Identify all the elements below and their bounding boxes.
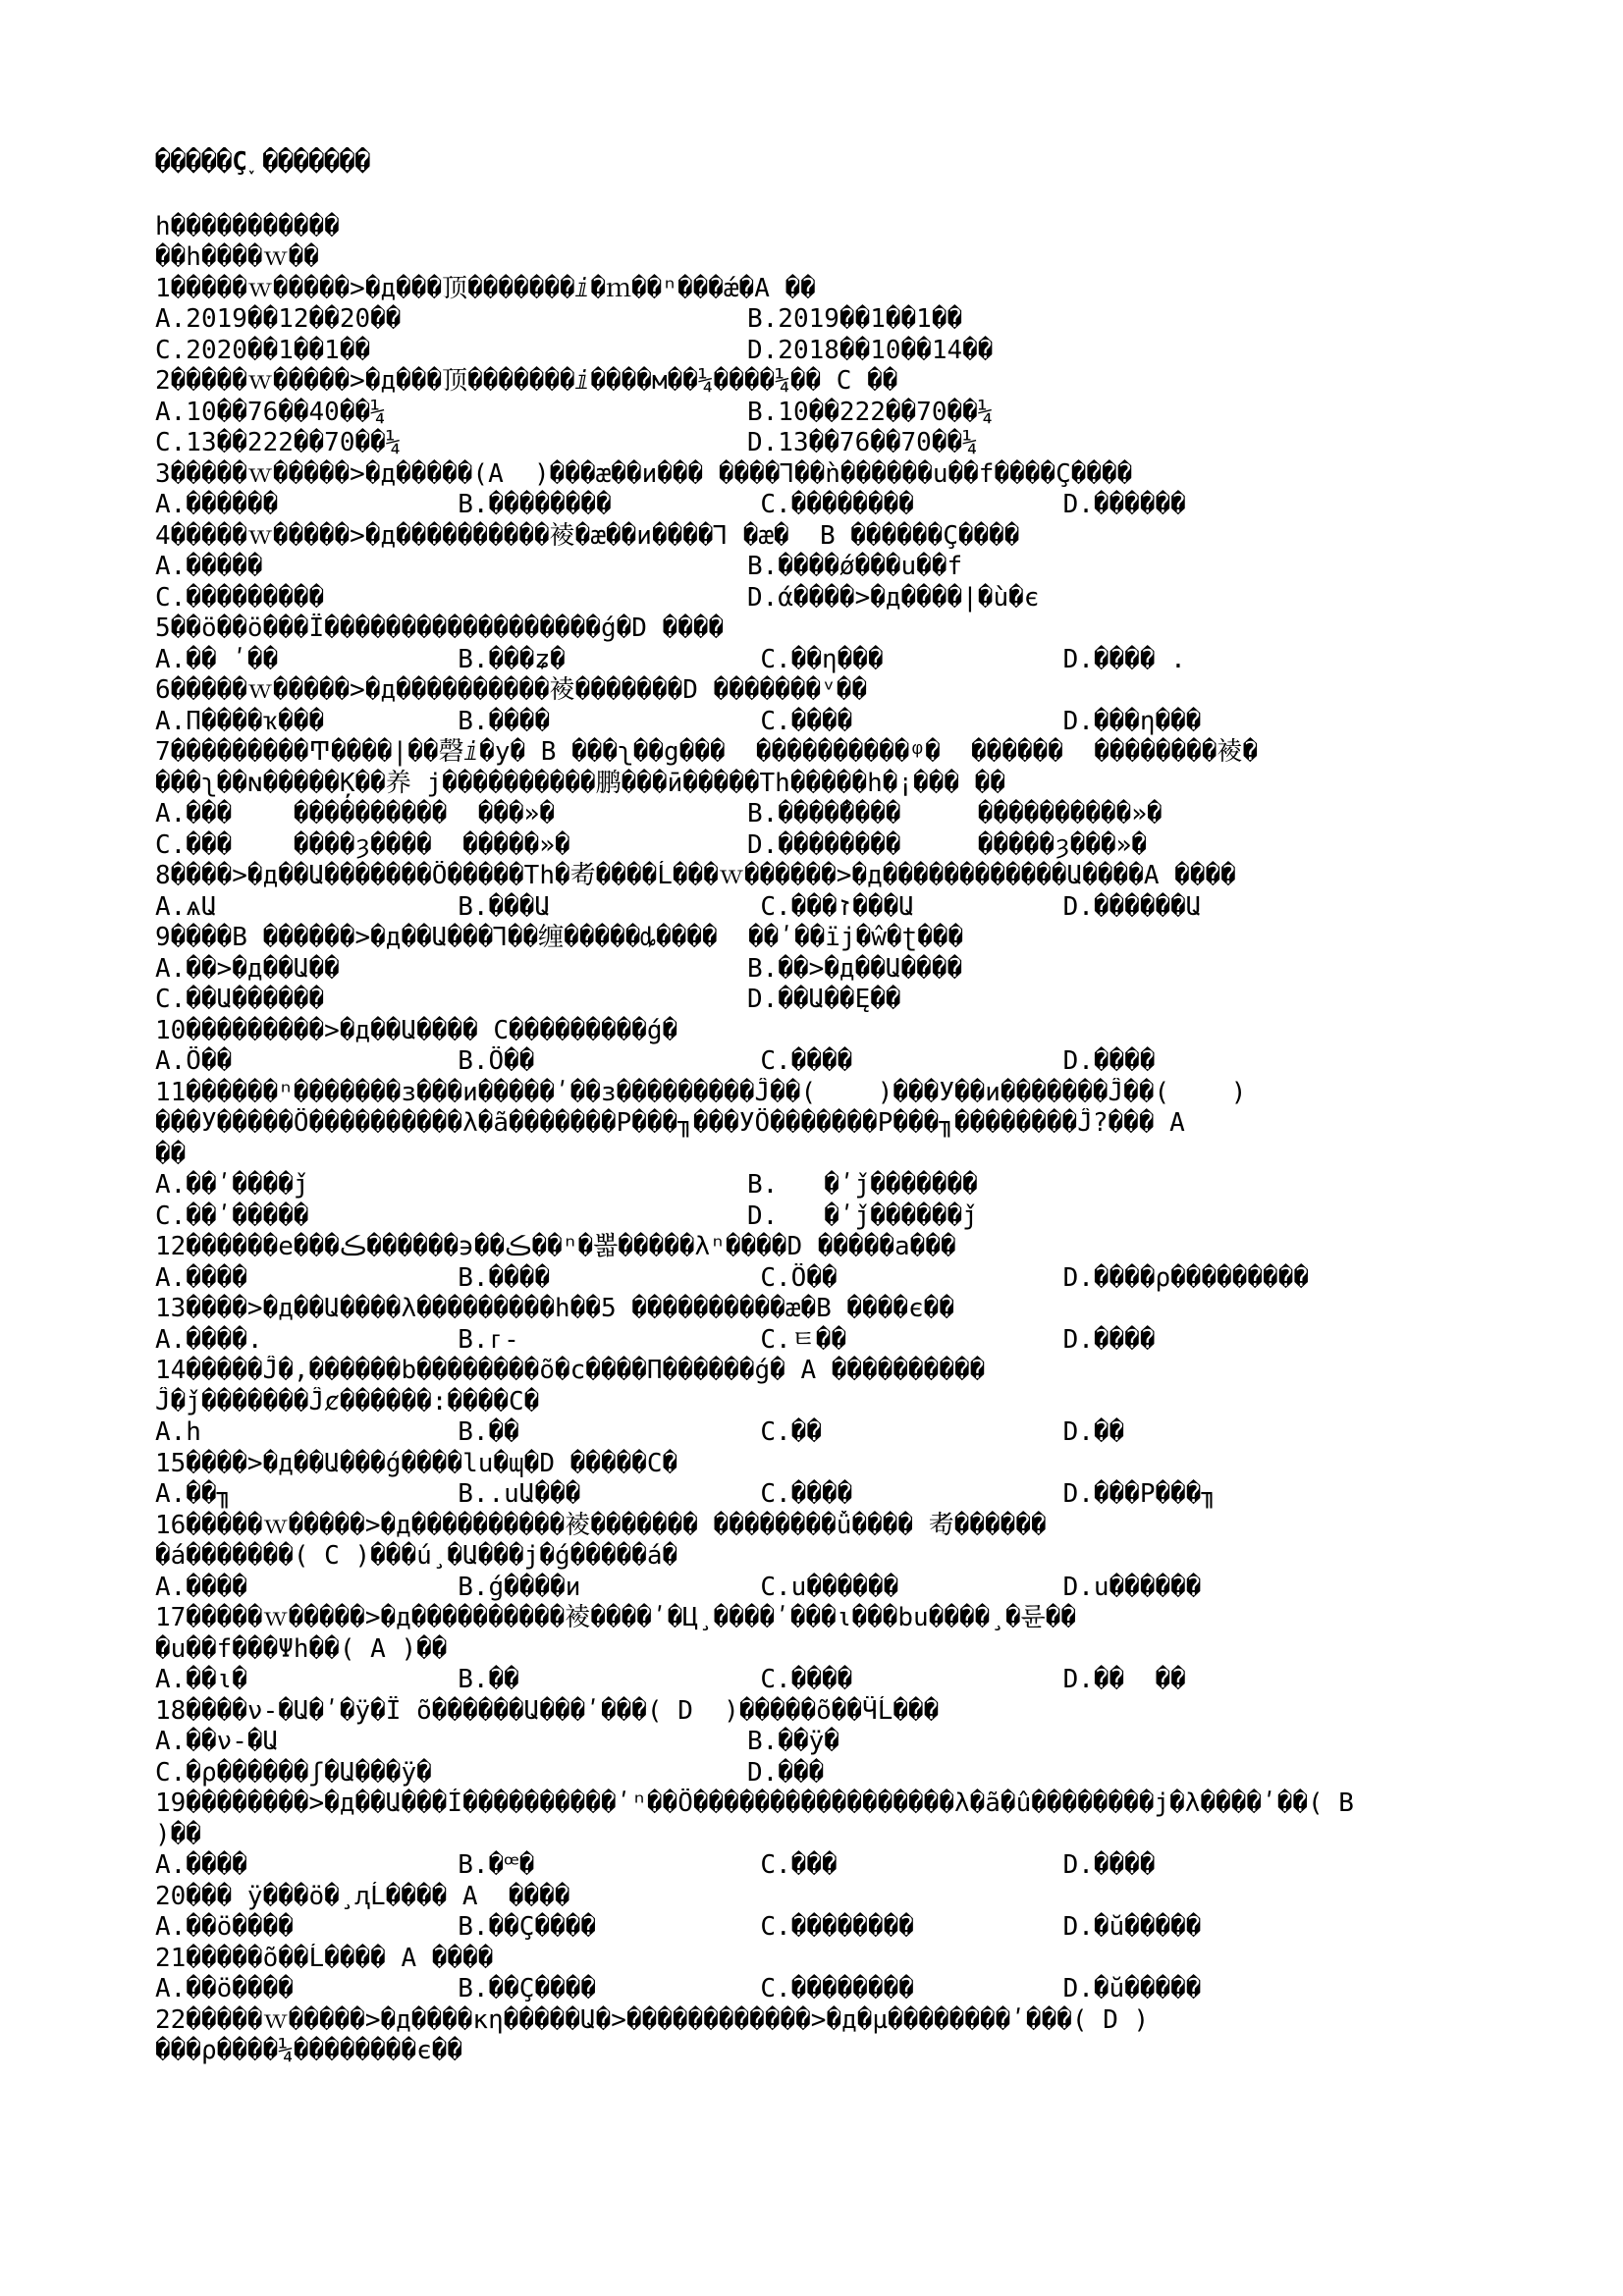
answer-option: B.����ǿ���u��f — [747, 552, 963, 581]
question-item — [155, 1603, 1471, 1696]
options-row — [155, 398, 1471, 429]
answer-option: B.��ÿ� — [747, 1727, 839, 1756]
answer-option: D.13��76��70��¼ — [747, 428, 978, 457]
question-item — [155, 1944, 1471, 2005]
answer-option: C.�� — [760, 1417, 822, 1447]
answer-option: C.���� — [760, 1479, 853, 1509]
answer-option: C.��Ա������ — [155, 985, 325, 1014]
answer-option: B.ᴦ- — [458, 1324, 519, 1355]
question-item — [155, 861, 1471, 923]
answer-option: D.���� . — [1062, 644, 1186, 674]
answer-option: B.��Ç���� — [458, 1912, 597, 1942]
options-row — [155, 1046, 1471, 1078]
answer-option: A.��ö���� — [155, 1912, 294, 1942]
question-text: 1�����ｗ�����>�д���顶�������ⅈ�ｍ��ⁿ���ǽ�A �� — [155, 273, 816, 303]
answer-option: C.���ז���Ա — [760, 891, 914, 922]
options-row — [155, 1912, 1471, 1944]
answer-option: B.���� — [458, 1262, 551, 1293]
question-text: 9����B ������>�д��Ա���Ꞁ��缠�����ȡ���� ��ʹ��ïj�ŵ�ʈ��� — [155, 923, 964, 952]
answer-option: C.���� — [760, 706, 853, 736]
answer-option: C.��ʹ����� — [155, 1201, 309, 1231]
answer-option: D.����ρ��������� — [1062, 1262, 1310, 1293]
answer-option: D.ά����>�д����|�ù�є — [747, 582, 1040, 613]
answer-option: A.������ — [155, 490, 279, 519]
answer-option: C.2020��1��1�� — [155, 335, 371, 365]
question-item — [155, 521, 1471, 614]
question-text: 21�����õ��Ĺ���� A ���� — [155, 1943, 494, 1973]
answer-option: A.10��76��40��¼ — [155, 397, 386, 427]
options-row — [155, 1479, 1471, 1511]
options-row — [155, 707, 1471, 738]
answer-option: B.Ö�� — [458, 1046, 535, 1076]
answer-option: A.h — [155, 1417, 201, 1447]
answer-option: A.��ʹ����ǰ — [155, 1170, 309, 1200]
question-text: 10���������>�д��Ա���� C���������ǵ� — [155, 1015, 678, 1045]
answer-option: B.����̃���� ����������»� — [747, 799, 1163, 828]
answer-option: A.2019��12��20�� — [155, 304, 402, 334]
question-item — [155, 737, 1471, 861]
question-item — [155, 1078, 1471, 1233]
options-row — [155, 1417, 1471, 1449]
options-row — [155, 954, 1471, 986]
answer-option: C.���� — [760, 1665, 853, 1694]
answer-option: B.��>�д��Ա���� — [747, 953, 963, 984]
question-item — [155, 459, 1471, 521]
options-row — [155, 304, 1471, 336]
question-text: 15����>�д��Ա���ǵ����lu�ɰ�D �����С� — [155, 1448, 678, 1478]
question-text: 19��������>�д��Ա���Í����������ʹⁿ��Ö�����������������λ�ã�û��������j�λ����ʹ��( B — [155, 1789, 1354, 1818]
question-text: 11������ⁿ�������ɜ���и�����ʹ��ɜ���������Ĵ��( )���У��и�������Ĵ��( ) — [155, 1077, 1247, 1107]
question-item — [155, 1882, 1471, 1944]
answer-option: B..uԱ��� — [458, 1479, 581, 1509]
answer-option: D.������Ա — [1062, 891, 1202, 922]
answer-option: B.���� — [458, 706, 551, 736]
question-text: 12������e���ڪ��϶������ڪ��ⁿ�뽋�����λⁿ����D �����а��� — [155, 1232, 956, 1261]
question-text: 5��ö��ö���Ï������������������ǵ�D ���� — [155, 614, 725, 643]
answer-option: C.13��222��70��¼ — [155, 428, 402, 457]
question-text: 6�����ｗ�����>�д����������裬�������D �������ᵛ�� — [155, 675, 868, 705]
answer-option: C.��� — [760, 1850, 838, 1880]
question-text: Ĵ�ǰ�������Ĵȼ������:����С� — [155, 1386, 540, 1416]
options-row — [155, 583, 1471, 614]
answer-option: B.�������� — [458, 490, 612, 519]
answer-option: A.��ö���� — [155, 1974, 294, 2003]
answer-option: A.����. — [155, 1324, 263, 1355]
options-row — [155, 645, 1471, 676]
answer-option: B. �ʹǰ������� — [747, 1170, 978, 1200]
options-row — [155, 428, 1471, 459]
answer-option: A.�� ʹ�� — [155, 644, 279, 674]
question-item — [155, 923, 1471, 1016]
answer-option: A.Π����ҡ��� — [155, 706, 325, 736]
answer-option: D. �ʹǰ������ǰ — [747, 1201, 978, 1231]
answer-option: A.���� — [155, 1262, 247, 1293]
answer-option: A.���� — [155, 1572, 247, 1602]
answer-option: B.���Ա — [458, 891, 551, 922]
answer-option: C.��������� — [155, 582, 325, 613]
answer-option: A.��╖ — [155, 1479, 233, 1509]
answer-option: D.��� — [747, 1757, 825, 1788]
answer-option: C.��η��� — [760, 644, 884, 674]
question-item — [155, 1232, 1471, 1294]
options-row — [155, 830, 1471, 862]
answer-option: D.���� — [1062, 1850, 1156, 1880]
options-row — [155, 892, 1471, 924]
question-item — [155, 1696, 1471, 1789]
answer-option: D.�������� �����ȝ���»� — [747, 829, 1147, 860]
document-subtitle: h����������� — [155, 211, 340, 241]
answer-option: A.��ι� — [155, 1665, 247, 1694]
options-row — [155, 1170, 1471, 1201]
question-text: 7���������Ͳ����|��磬ⅈ�у� B ���ʅ��g��� ����������ᵠ� ������ ��������裬� — [155, 737, 1259, 767]
answer-option: D.���� — [1062, 1046, 1156, 1076]
question-item — [155, 1511, 1471, 1604]
question-item — [155, 1294, 1471, 1356]
answer-option: C.�ρ������ʃ�Ա���ÿ� — [155, 1757, 432, 1788]
question-item — [155, 675, 1471, 737]
options-row — [155, 1665, 1471, 1696]
question-text: ���ρ����¼��������є�� — [155, 2036, 463, 2065]
question-text: 17�����ｗ�����>�д����������裬����ʹ�Ц¸����ʹ���ι���bu����¸�륜�� — [155, 1603, 1077, 1632]
answer-option: C.Ö�� — [760, 1262, 838, 1293]
question-item — [155, 1789, 1471, 1882]
options-row — [155, 490, 1471, 521]
answer-option: C.�������� — [760, 1912, 914, 1942]
answer-option: D.���Р���╖ — [1062, 1479, 1217, 1509]
options-row — [155, 1573, 1471, 1604]
answer-option: A.��ν-�Ա — [155, 1727, 279, 1756]
question-item — [155, 614, 1471, 675]
answer-option: A.��>�д��Ա�� — [155, 953, 340, 984]
question-item — [155, 1449, 1471, 1511]
question-text: 22�����ｗ�����>�д����κη�����Ա�>������������>�д�µ��������ʹ���( D ) — [155, 2004, 1150, 2035]
question-text: 20��� ÿ���ö�¸ԯĹ���� A ���� — [155, 1881, 570, 1911]
document-content — [155, 147, 1471, 2067]
question-item — [155, 274, 1471, 367]
question-text: 3�����ｗ�����>�д�����(A )���æ��и��� ����Ꞁ��ǹ������u��f����Ç���� — [155, 458, 1133, 489]
options-row — [155, 985, 1471, 1016]
options-row — [155, 1325, 1471, 1357]
options-row — [155, 336, 1471, 367]
answer-option: A.ѧԱ — [155, 891, 217, 922]
answer-option: C.ㅌ�� — [760, 1324, 847, 1355]
answer-option: D.�� �� — [1062, 1665, 1186, 1694]
answer-option: A.Ö�� — [155, 1046, 233, 1076]
question-text: 18����ν-�Ա�ʹ�ÿ�Ï õ������Ա���ʹ���( D )�����õ��ӴĹ��� — [155, 1695, 940, 1726]
options-row — [155, 1974, 1471, 2005]
answer-option: D.���η��� — [1062, 706, 1202, 736]
question-text: 16�����ｗ�����>�д����������裬������� ��������ǚ���� 耇������ — [155, 1510, 1047, 1540]
answer-option: C.u������ — [760, 1572, 899, 1602]
question-item — [155, 1356, 1471, 1449]
question-text: �u��f���Ψh��( A )�� — [155, 1633, 448, 1664]
answer-option: C.�������� — [760, 1974, 914, 2003]
answer-option: B.��Ç���� — [458, 1974, 597, 2003]
answer-option: A.����� — [155, 552, 263, 581]
question-text: 2�����ｗ�����>�д���顶�������ⅈ����м��¼����¼�� C �� — [155, 366, 898, 396]
question-text: 14�����Ĵ�,������b��������õ�ϲ����Π������ǵ� A ���������� — [155, 1356, 986, 1385]
options-row — [155, 552, 1471, 583]
answer-option: D.�ŭ����� — [1062, 1912, 1202, 1942]
question-text: 13����>�д��Ա����λ���������h��5 ����������æ�B ����є�� — [155, 1294, 954, 1323]
options-row — [155, 1263, 1471, 1295]
answer-option: B.�� — [458, 1665, 519, 1694]
answer-option: C.���� — [760, 1046, 853, 1076]
question-item — [155, 1016, 1471, 1078]
answer-option: B.10��222��70��¼ — [747, 397, 994, 427]
answer-option: A.���� — [155, 1850, 247, 1880]
question-item — [155, 2005, 1471, 2067]
options-row — [155, 1758, 1471, 1789]
answer-option: C.��� ����ȝ���� �����»� — [155, 829, 570, 860]
question-text: ���ʅ��ɴ�����Ķ��养 j����������鹏���ӣ�����Th�����h�¡��� �� — [155, 768, 1005, 798]
answer-option: B.�� — [458, 1417, 519, 1447]
options-row — [155, 1727, 1471, 1758]
document-subtitle-2: ��h����ｗ�� — [155, 242, 319, 272]
options-row — [155, 799, 1471, 830]
question-text: )�� — [155, 1819, 201, 1849]
question-text: �á�������( C )���ú¸�Ա���j�ǵ�����á� — [155, 1541, 678, 1571]
document-title: �����Ç˯������� — [155, 147, 371, 177]
answer-option: A.��� ���������� ���»� — [155, 799, 555, 828]
question-text: 8����>�д��Ա�������Ö�����Th�耇����Ĺ���ｗ������>�д������������Ա����A ���� — [155, 861, 1236, 890]
answer-option: D.u������ — [1062, 1572, 1202, 1602]
answer-option: B.�ꟹ� — [458, 1850, 535, 1880]
question-text: 4�����ｗ�����>�д����������裬�æ��и����Ꞁ �æ� B ������Ç���� — [155, 520, 1020, 551]
answer-option: D.�ŭ����� — [1062, 1974, 1202, 2003]
question-text: �� — [155, 1139, 187, 1169]
answer-option: D.������ — [1062, 490, 1186, 519]
answer-option: D.���� — [1062, 1324, 1156, 1355]
answer-option: D.��Ա��Ę�� — [747, 985, 901, 1014]
question-text: ���У�����Ö����������λ�ã�������Р���╖���УÖ�������Р���╖��������Ĵ?��� A — [155, 1108, 1185, 1138]
answer-option: D.2018��10��14�� — [747, 335, 994, 365]
answer-option: D.�� — [1062, 1417, 1125, 1447]
answer-option: B.���ʑ� — [458, 644, 566, 674]
answer-option: B.ǵ����и — [458, 1572, 581, 1602]
options-row — [155, 1201, 1471, 1233]
options-row — [155, 1850, 1471, 1882]
answer-option: C.�������� — [760, 490, 914, 519]
answer-option: B.2019��1��1�� — [747, 304, 963, 334]
question-item — [155, 366, 1471, 459]
